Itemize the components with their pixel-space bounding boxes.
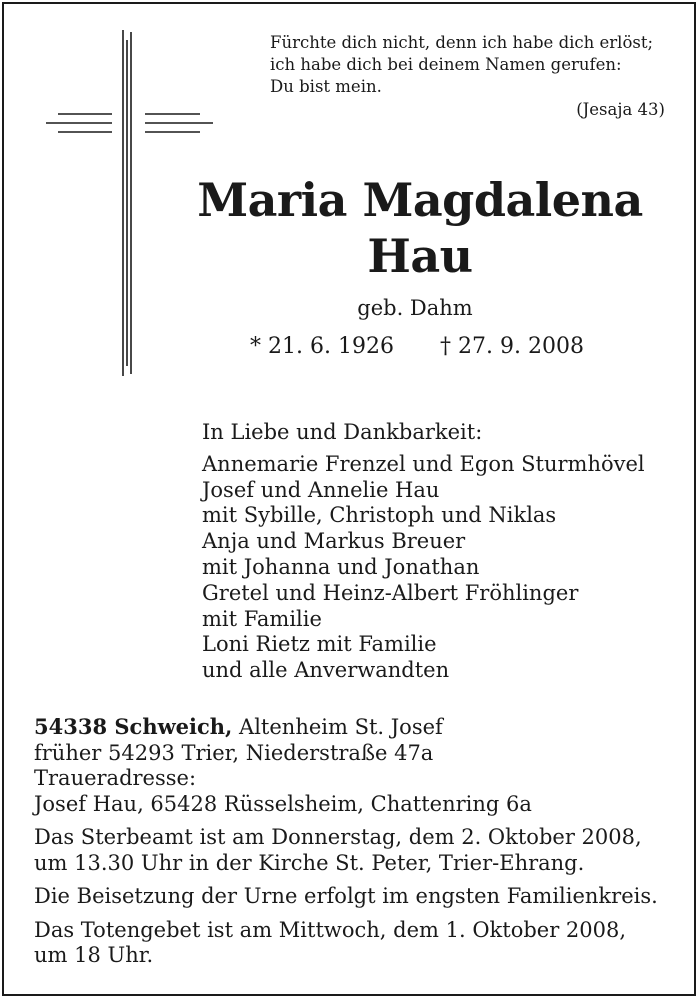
deceased-name-line-1: Maria Magdalena: [197, 173, 643, 227]
deceased-name-line-2: Hau: [367, 229, 473, 283]
former-address: früher 54293 Trier, Niederstraße 47a: [34, 740, 434, 765]
mourner-line: mit Johanna und Jonathan: [202, 554, 480, 579]
quote-line-1: Fürchte dich nicht, denn ich habe dich erlöst;: [270, 33, 654, 52]
birth-date: * 21. 6. 1926: [250, 334, 394, 359]
residence-line: [34, 714, 674, 741]
notice-details: [34, 714, 674, 969]
mourner-line: mit Familie: [202, 606, 322, 631]
quote-source: (Jesaja 43): [576, 100, 665, 119]
mourners-list: [202, 420, 672, 684]
mourning-address: Josef Hau, 65428 Rüsselsheim, Chattenring 6a: [34, 791, 532, 816]
prayer-line-1: Das Totengebet ist am Mittwoch, dem 1. Oktober 2008,: [34, 917, 627, 942]
mourner-line: mit Sybille, Christoph und Niklas: [202, 503, 557, 528]
mourner-line: Annemarie Frenzel und Egon Sturmhövel: [202, 451, 645, 476]
quote-line-2: ich habe dich bei deinem Namen gerufen:: [270, 55, 622, 74]
quote-line-3: Du bist mein.: [270, 77, 382, 96]
mourning-address-label: Traueradresse:: [34, 766, 197, 790]
bible-quote: [270, 32, 670, 98]
residence-home: Altenheim St. Josef: [232, 715, 443, 739]
mourners-intro: In Liebe und Dankbarkeit:: [202, 420, 483, 444]
burial-notice: Die Beisetzung der Urne erfolgt im engsten Familienkreis.: [34, 884, 658, 908]
maiden-name: geb. Dahm: [357, 296, 473, 320]
death-date: † 27. 9. 2008: [440, 334, 584, 359]
mourner-line: und alle Anverwandten: [202, 658, 450, 683]
deceased-name: [180, 172, 660, 284]
mourner-line: Anja und Markus Breuer: [202, 529, 466, 554]
prayer-line-2: um 18 Uhr.: [34, 943, 154, 967]
residence-place: 54338 Schweich,: [34, 714, 233, 739]
mourner-line: Gretel und Heinz-Albert Fröhlinger: [202, 580, 579, 605]
mourner-line: Josef und Annelie Hau: [202, 477, 440, 502]
requiem-line-2: um 13.30 Uhr in der Kirche St. Peter, Trier-Ehrang.: [34, 850, 585, 875]
mourner-line: Loni Rietz mit Familie: [202, 632, 437, 657]
requiem-line-1: Das Sterbeamt ist am Donnerstag, dem 2. Oktober 2008,: [34, 825, 642, 849]
